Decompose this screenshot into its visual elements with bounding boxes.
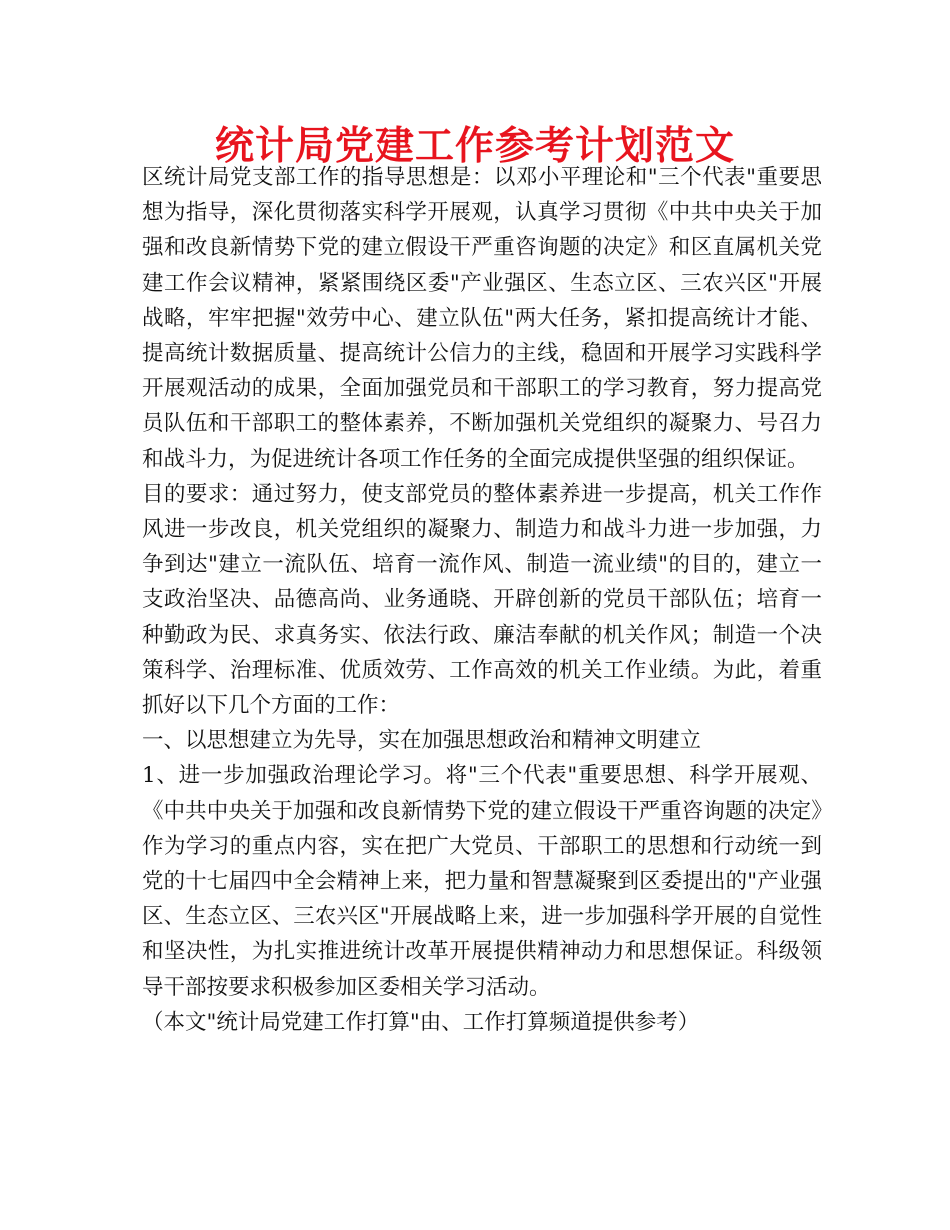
section-heading-1: 一、以思想建立为先导，实在加强思想政治和精神文明建立 xyxy=(142,728,702,754)
source-note: （本文"统计局党建工作打算"由、工作打算频道提供参考） xyxy=(142,1009,700,1035)
paragraph-guiding-ideology: 区统计局党支部工作的指导思想是：以邓小平理论和"三个代表"重要思想为指导，深化贯彻落实科学开展观，认真学习贯彻《中共中央关于加强和改良新情势下党的建立假设干严重咨询题的决定》和区直属机关党建工作会议精神，紧紧围绕区委"产业强区、生态立区、三农兴区"开展战略，牢牢把握"效劳中心、建立队伍"两大任务，紧扣提高统计才能、提高统计数据质量、提高统计公信力的主线，稳固和开展学习实践科学开展观活动的成果，全面加强党员和干部职工的学习教育，努力提高党员队伍和干部职工的整体素养，不断加强机关党组织的凝聚力、号召力和战斗力，为促进统计各项工作任务的全面完成提供坚强的组织保证。 xyxy=(142,165,822,472)
paragraph-item-1: 1、进一步加强政治理论学习。将"三个代表"重要思想、科学开展观、《中共中央关于加强和改良新情势下党的建立假设干严重咨询题的决定》作为学习的重点内容，实在把广大党员、干部职工的思想和行动统一到党的十七届四中全会精神上来，把力量和智慧凝聚到区委提出的"产业强区、生态立区、三农兴区"开展战略上来，进一步加强科学开展的自觉性和坚决性，为扎实推进统计改革开展提供精神动力和思想保证。科级领导干部按要求积极参加区委相关学习活动。 xyxy=(142,763,822,1000)
document-body xyxy=(142,160,822,1040)
document-title: 统计局党建工作参考计划范文 xyxy=(214,123,735,169)
paragraph-objectives: 目的要求：通过努力，使支部党员的整体素养进一步提高，机关工作作风进一步改良，机关党组织的凝聚力、制造力和战斗力进一步加强，力争到达"建立一流队伍、培育一流作风、制造一流业绩"的目的，建立一支政治坚决、品德高尚、业务通晓、开辟创新的党员干部队伍；培育一种勤政为民、求真务实、依法行政、廉洁奉献的机关作风；制造一个决策科学、治理标准、优质效劳、工作高效的机关工作业绩。为此，着重抓好以下几个方面的工作： xyxy=(142,481,822,719)
